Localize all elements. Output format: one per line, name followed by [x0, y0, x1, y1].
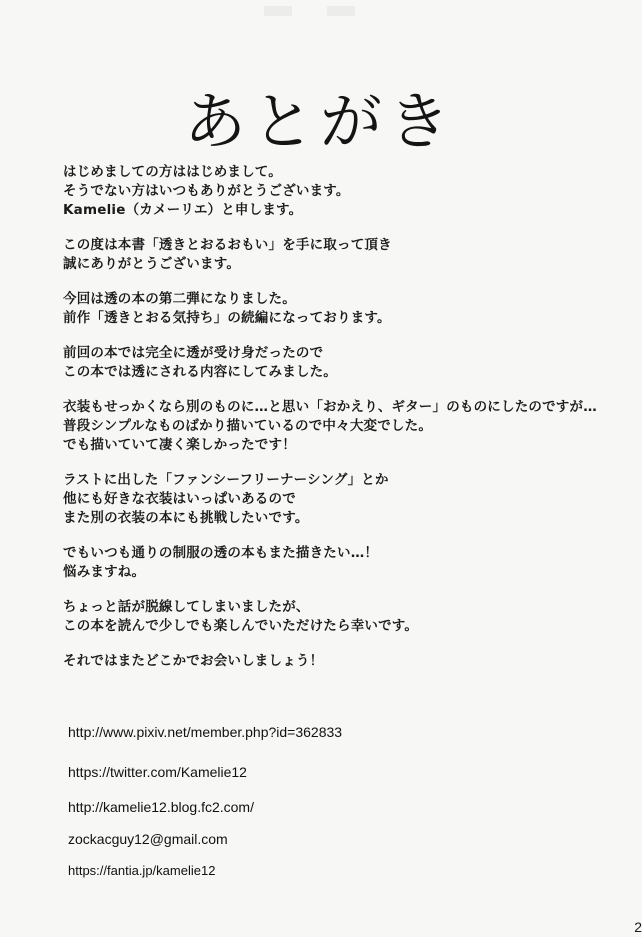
- paragraph-costume: [63, 398, 623, 455]
- pixiv-link[interactable]: http://www.pixiv.net/member.php?id=362833: [68, 724, 343, 740]
- text-line: この本では透にされる内容にしてみました。: [63, 364, 337, 380]
- text-line: この本を読んで少しでも楽しんでいただけたら幸いです。: [63, 618, 419, 634]
- faint-bleed-through-header: [250, 6, 390, 16]
- paragraph-thanks: [63, 236, 623, 274]
- text-line: はじめましての方ははじめまして。: [63, 164, 282, 180]
- text-line: 今回は透の本の第二弾になりました。: [63, 291, 296, 307]
- text-line: 前回の本では完全に透が受け身だったので: [63, 345, 324, 361]
- paragraph-second-book: [63, 290, 623, 328]
- text-line: それではまたどこかでお会いしましょう！: [63, 653, 324, 669]
- paragraph-other-costumes: [63, 471, 623, 528]
- text-line: 悩みますね。: [63, 564, 146, 580]
- text-line: ちょっと話が脱線してしまいましたが、: [63, 599, 310, 615]
- email-link[interactable]: zockacguy12@gmail.com: [68, 831, 228, 847]
- paragraph-farewell: [63, 652, 623, 671]
- text-line: ラストに出した「ファンシーフリーナーシング」とか: [63, 472, 389, 488]
- text-line: そうでない方はいつもありがとうございます。: [63, 183, 350, 199]
- afterword-body: [63, 163, 623, 687]
- blog-link[interactable]: http://kamelie12.blog.fc2.com/: [68, 799, 254, 815]
- fantia-link[interactable]: https://fantia.jp/kamelie12: [68, 863, 216, 878]
- twitter-link[interactable]: https://twitter.com/Kamelie12: [68, 764, 247, 780]
- text-line: また別の衣装の本にも挑戦したいです。: [63, 510, 309, 526]
- paragraph-uniform: [63, 544, 623, 582]
- text-line: この度は本書「透きとおるおもい」を手に取って頂き: [63, 237, 392, 253]
- text-line: 前作「透きとおる気持ち」の続編になっております。: [63, 310, 391, 326]
- text-line: 衣装もせっかくなら別のものに…と思い「おかえり、ギター」のものにしたのですが…: [63, 399, 597, 415]
- text-line: でも描いていて凄く楽しかったです！: [63, 437, 296, 453]
- paragraph-enjoy: [63, 598, 623, 636]
- text-line: Kamelie（カメーリエ）と申します。: [63, 202, 303, 218]
- page-title: あとがき: [183, 85, 456, 158]
- text-line: 普段シンプルなものばかり描いているので中々大変でした。: [63, 418, 433, 434]
- text-line: 他にも好きな衣装はいっぱいあるので: [63, 491, 296, 507]
- paragraph-greeting: [63, 163, 623, 220]
- text-line: でもいつも通りの制服の透の本もまた描きたい…！: [63, 545, 379, 561]
- text-line: 誠にありがとうございます。: [63, 256, 241, 272]
- paragraph-content: [63, 344, 623, 382]
- page-number: 2: [634, 919, 642, 935]
